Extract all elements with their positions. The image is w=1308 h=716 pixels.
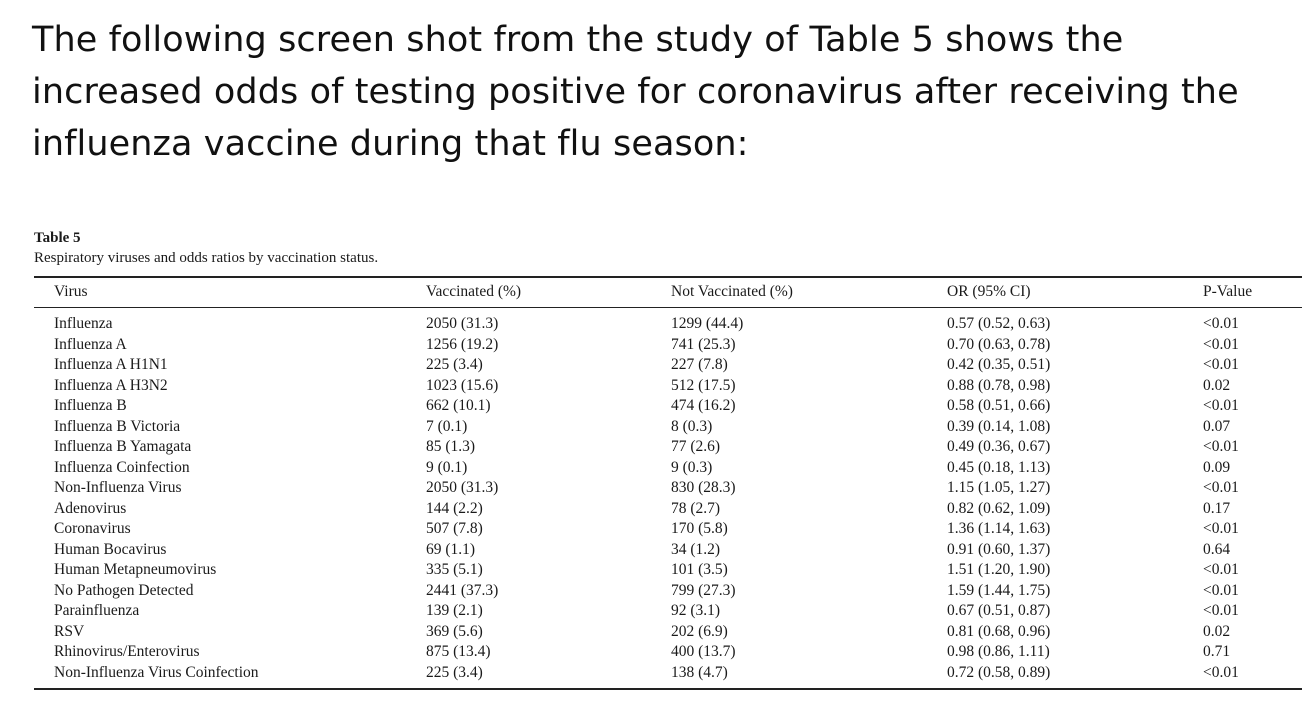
- table-row: [34, 437, 1302, 458]
- cell-odds-ratio: 0.49 (0.36, 0.67): [947, 438, 1051, 455]
- cell-virus: Non-Influenza Virus: [54, 479, 182, 496]
- cell-p-value: <0.01: [1203, 397, 1239, 414]
- cell-odds-ratio: 0.98 (0.86, 1.11): [947, 643, 1050, 660]
- cell-not-vaccinated: 830 (28.3): [671, 479, 736, 496]
- table-row: [34, 581, 1302, 602]
- cell-odds-ratio: 0.67 (0.51, 0.87): [947, 602, 1051, 619]
- cell-virus: No Pathogen Detected: [54, 581, 194, 599]
- cell-vaccinated: 225 (3.4): [426, 356, 483, 373]
- cell-virus: Influenza A H3N2: [54, 376, 168, 394]
- cell-virus: Parainfluenza: [54, 602, 140, 619]
- cell-p-value: <0.01: [1203, 520, 1239, 537]
- cell-vaccinated: 1256 (19.2): [426, 335, 499, 353]
- cell-vaccinated: 335 (5.1): [426, 561, 483, 578]
- table-body: [34, 308, 1302, 690]
- table-row: [34, 396, 1302, 417]
- cell-odds-ratio: 0.70 (0.63, 0.78): [947, 335, 1051, 353]
- table-figure: [34, 228, 1282, 690]
- cell-odds-ratio: 0.91 (0.60, 1.37): [947, 540, 1051, 558]
- cell-odds-ratio: 0.42 (0.35, 0.51): [947, 356, 1051, 373]
- cell-not-vaccinated: 77 (2.6): [671, 438, 721, 455]
- cell-odds-ratio: 1.15 (1.05, 1.27): [947, 479, 1051, 496]
- cell-not-vaccinated: 78 (2.7): [671, 499, 721, 517]
- cell-p-value: 0.09: [1203, 458, 1231, 476]
- cell-p-value: 0.02: [1203, 376, 1231, 394]
- header-virus: Virus: [54, 283, 88, 300]
- table-row: [34, 642, 1302, 663]
- virus-odds-table: [34, 276, 1302, 690]
- cell-vaccinated: 1023 (15.6): [426, 376, 499, 394]
- table-row: [34, 622, 1302, 643]
- cell-odds-ratio: 0.81 (0.68, 0.96): [947, 622, 1051, 640]
- cell-p-value: <0.01: [1203, 602, 1239, 619]
- table-row: [34, 540, 1302, 561]
- table-title: Table 5: [34, 230, 81, 246]
- cell-not-vaccinated: 9 (0.3): [671, 458, 713, 476]
- cell-p-value: 0.07: [1203, 417, 1231, 435]
- cell-odds-ratio: 1.51 (1.20, 1.90): [947, 561, 1051, 578]
- table-header: [34, 277, 1302, 308]
- cell-virus: Influenza: [54, 315, 113, 332]
- cell-p-value: <0.01: [1203, 479, 1239, 496]
- cell-p-value: <0.01: [1203, 335, 1239, 353]
- cell-vaccinated: 144 (2.2): [426, 499, 483, 517]
- cell-p-value: <0.01: [1203, 315, 1239, 332]
- cell-p-value: <0.01: [1203, 438, 1239, 455]
- table-row: [34, 335, 1302, 356]
- cell-vaccinated: 2050 (31.3): [426, 315, 499, 332]
- cell-odds-ratio: 0.45 (0.18, 1.13): [947, 458, 1051, 476]
- header-not-vaccinated: Not Vaccinated (%): [671, 283, 793, 300]
- cell-p-value: <0.01: [1203, 663, 1239, 681]
- cell-vaccinated: 69 (1.1): [426, 540, 476, 558]
- cell-virus: RSV: [54, 622, 85, 640]
- cell-virus: Influenza Coinfection: [54, 458, 190, 476]
- cell-virus: Coronavirus: [54, 520, 131, 537]
- cell-vaccinated: 507 (7.8): [426, 520, 483, 537]
- cell-p-value: <0.01: [1203, 561, 1239, 578]
- cell-not-vaccinated: 34 (1.2): [671, 540, 721, 558]
- cell-not-vaccinated: 1299 (44.4): [671, 315, 744, 332]
- cell-not-vaccinated: 138 (4.7): [671, 663, 728, 681]
- cell-not-vaccinated: 741 (25.3): [671, 335, 736, 353]
- cell-not-vaccinated: 202 (6.9): [671, 622, 728, 640]
- cell-vaccinated: 225 (3.4): [426, 663, 483, 681]
- cell-not-vaccinated: 8 (0.3): [671, 417, 713, 435]
- cell-not-vaccinated: 474 (16.2): [671, 397, 736, 414]
- cell-not-vaccinated: 101 (3.5): [671, 561, 728, 578]
- cell-p-value: <0.01: [1203, 581, 1239, 599]
- table-row: [34, 417, 1302, 438]
- table-row: [34, 355, 1302, 376]
- cell-odds-ratio: 1.59 (1.44, 1.75): [947, 581, 1051, 599]
- header-row: [34, 277, 1302, 308]
- cell-odds-ratio: 0.39 (0.14, 1.08): [947, 417, 1051, 435]
- cell-not-vaccinated: 92 (3.1): [671, 602, 721, 619]
- table-row: [34, 376, 1302, 397]
- cell-not-vaccinated: 170 (5.8): [671, 520, 728, 537]
- cell-vaccinated: 369 (5.6): [426, 622, 483, 640]
- cell-virus: Influenza A: [54, 335, 127, 353]
- table-row: [34, 519, 1302, 540]
- cell-odds-ratio: 0.58 (0.51, 0.66): [947, 397, 1051, 414]
- cell-odds-ratio: 0.88 (0.78, 0.98): [947, 376, 1051, 394]
- cell-vaccinated: 875 (13.4): [426, 643, 491, 660]
- header-odds-ratio: OR (95% CI): [947, 283, 1031, 300]
- cell-not-vaccinated: 512 (17.5): [671, 376, 736, 394]
- cell-odds-ratio: 1.36 (1.14, 1.63): [947, 520, 1051, 537]
- table-row: [34, 601, 1302, 622]
- cell-p-value: 0.71: [1203, 643, 1231, 660]
- cell-vaccinated: 2050 (31.3): [426, 479, 499, 496]
- table-row: [34, 499, 1302, 520]
- cell-virus: Adenovirus: [54, 499, 127, 517]
- cell-virus: Influenza B Victoria: [54, 417, 181, 435]
- cell-virus: Rhinovirus/Enterovirus: [54, 643, 200, 660]
- intro-paragraph: The following screen shot from the study of Table 5 shows the increased odds of testing positive for coronavirus after receiving the influenza vaccine during that flu season:: [32, 20, 1239, 164]
- cell-virus: Influenza A H1N1: [54, 356, 168, 373]
- cell-not-vaccinated: 400 (13.7): [671, 643, 736, 660]
- cell-not-vaccinated: 227 (7.8): [671, 356, 728, 373]
- cell-vaccinated: 85 (1.3): [426, 438, 476, 455]
- table-row: [34, 458, 1302, 479]
- header-p-value: P-Value: [1203, 283, 1253, 300]
- cell-vaccinated: 2441 (37.3): [426, 581, 499, 599]
- cell-p-value: 0.17: [1203, 499, 1231, 517]
- table-row: [34, 663, 1302, 690]
- cell-virus: Influenza B: [54, 397, 127, 414]
- cell-vaccinated: 7 (0.1): [426, 417, 468, 435]
- cell-odds-ratio: 0.57 (0.52, 0.63): [947, 315, 1051, 332]
- cell-vaccinated: 9 (0.1): [426, 458, 468, 476]
- cell-p-value: <0.01: [1203, 356, 1239, 373]
- cell-p-value: 0.64: [1203, 540, 1231, 558]
- cell-virus: Non-Influenza Virus Coinfection: [54, 663, 259, 681]
- table-row: [34, 308, 1302, 335]
- cell-virus: Influenza B Yamagata: [54, 438, 192, 455]
- cell-not-vaccinated: 799 (27.3): [671, 581, 736, 599]
- table-row: [34, 560, 1302, 581]
- cell-virus: Human Metapneumovirus: [54, 561, 217, 578]
- cell-vaccinated: 662 (10.1): [426, 397, 491, 414]
- cell-odds-ratio: 0.72 (0.58, 0.89): [947, 663, 1051, 681]
- cell-vaccinated: 139 (2.1): [426, 602, 483, 619]
- table-subtitle: Respiratory viruses and odds ratios by vaccination status.: [34, 250, 379, 266]
- cell-p-value: 0.02: [1203, 622, 1231, 640]
- header-vaccinated: Vaccinated (%): [426, 283, 522, 300]
- cell-odds-ratio: 0.82 (0.62, 1.09): [947, 499, 1051, 517]
- table-row: [34, 478, 1302, 499]
- cell-virus: Human Bocavirus: [54, 540, 167, 558]
